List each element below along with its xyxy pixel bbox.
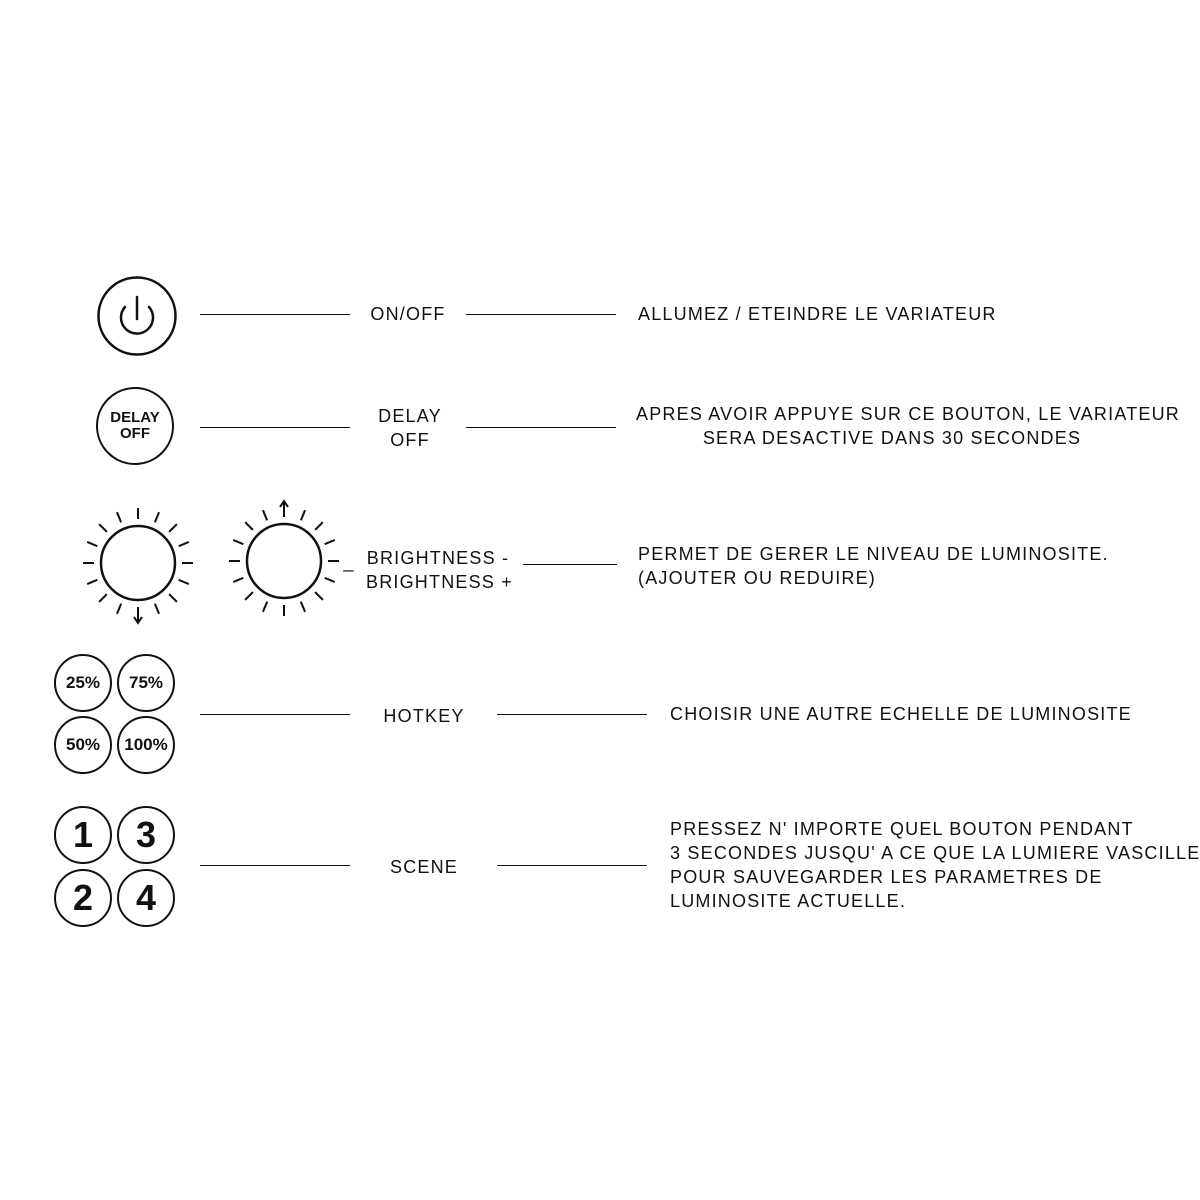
row-label-hotkey: HOTKEY bbox=[383, 706, 465, 726]
hotkey-75-button: 75% bbox=[117, 654, 175, 712]
brightness-up-icon bbox=[226, 503, 342, 619]
sun-ray bbox=[325, 578, 335, 582]
sun-ray bbox=[263, 602, 267, 612]
delay-off-button: DELAY OFF bbox=[96, 387, 174, 465]
connector-line bbox=[497, 865, 647, 866]
sun-disc bbox=[101, 526, 175, 600]
sun-ray bbox=[117, 604, 121, 614]
row-label-delay-off: DELAY OFF bbox=[378, 406, 442, 450]
sun-ray bbox=[99, 594, 107, 602]
connector-line bbox=[200, 865, 350, 866]
row-description-delay-off: APRES AVOIR APPUYE SUR CE BOUTON, LE VARIATEUR SERA DESACTIVE DANS 30 SECONDES bbox=[636, 404, 1180, 448]
row-label-scene: SCENE bbox=[389, 857, 458, 877]
scene-3-button: 3 bbox=[117, 806, 175, 864]
hotkey-25-button: 25% bbox=[54, 654, 112, 712]
sun-ray bbox=[301, 602, 305, 612]
sun-ray bbox=[315, 592, 323, 600]
sun-ray bbox=[179, 542, 189, 546]
sun-ray bbox=[245, 522, 253, 530]
sun-ray bbox=[87, 542, 97, 546]
sun-ray bbox=[87, 580, 97, 584]
sun-ray bbox=[301, 510, 305, 520]
sun-disc bbox=[247, 524, 321, 598]
sun-ray bbox=[155, 512, 159, 522]
connector-line bbox=[466, 427, 616, 428]
scene-4-button: 4 bbox=[117, 869, 175, 927]
brightness-minus-mark: _ bbox=[343, 552, 355, 572]
sun-ray bbox=[179, 580, 189, 584]
row-description-brightness: PERMET DE GERER LE NIVEAU DE LUMINOSITE. (AJOUTER OU REDUIRE) bbox=[638, 544, 1109, 588]
connector-line bbox=[200, 427, 350, 428]
connector-line bbox=[200, 314, 350, 315]
row-label-on-off: ON/OFF bbox=[370, 304, 446, 324]
sun-ray bbox=[233, 578, 243, 582]
sun-ray bbox=[233, 540, 243, 544]
row-description-on-off: ALLUMEZ / ETEINDRE LE VARIATEUR bbox=[638, 304, 997, 324]
sun-ray bbox=[315, 522, 323, 530]
sun-ray bbox=[169, 524, 177, 532]
power-icon bbox=[96, 275, 178, 357]
connector-line bbox=[200, 714, 350, 715]
brightness-down-icon bbox=[80, 505, 196, 621]
scene-1-button: 1 bbox=[54, 806, 112, 864]
row-label-brightness: BRIGHTNESS - BRIGHTNESS + bbox=[366, 548, 513, 592]
sun-ray bbox=[99, 524, 107, 532]
connector-line bbox=[497, 714, 647, 715]
sun-ray bbox=[169, 594, 177, 602]
row-description-scene: PRESSEZ N' IMPORTE QUEL BOUTON PENDANT 3 SECONDES JUSQU' A CE QUE LA LUMIERE VASCILLE POUR SAUVEGARDER LES PARAMETRES DE LUMINOSITE ACTUELLE. bbox=[670, 819, 1200, 911]
connector-line bbox=[523, 564, 617, 565]
sun-ray bbox=[117, 512, 121, 522]
sun-ray bbox=[325, 540, 335, 544]
connector-line bbox=[466, 314, 616, 315]
sun-ray bbox=[155, 604, 159, 614]
sun-ray bbox=[263, 510, 267, 520]
hotkey-100-button: 100% bbox=[117, 716, 175, 774]
scene-2-button: 2 bbox=[54, 869, 112, 927]
sun-ray bbox=[245, 592, 253, 600]
row-description-hotkey: CHOISIR UNE AUTRE ECHELLE DE LUMINOSITE bbox=[670, 704, 1132, 724]
hotkey-50-button: 50% bbox=[54, 716, 112, 774]
